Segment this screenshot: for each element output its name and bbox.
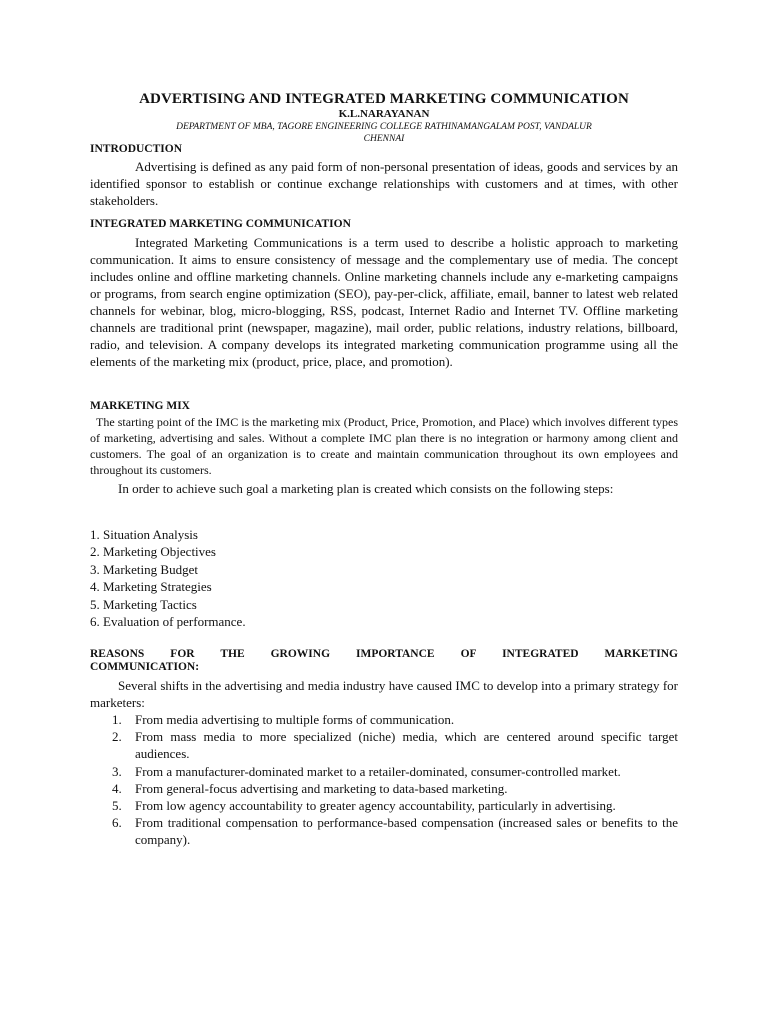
department-affiliation (0, 121, 768, 145)
list-item (90, 814, 678, 848)
list-item-number: 1. (112, 712, 122, 727)
list-item (90, 728, 678, 762)
list-item-number: 5. (112, 798, 122, 814)
reasons-list (90, 711, 678, 849)
marketing-mix-heading: MARKETING MIX (90, 400, 190, 412)
list-item-text: From a manufacturer-dominated market to a retailer-dominated, consumer-controlled market. (135, 763, 621, 779)
introduction-paragraph: Advertising is defined as any paid form of non-personal presentation of ideas, goods and services by an identified sponsor to establish or continue exchange relationships with customers and at times, with other stakeholders. (90, 159, 678, 208)
list-item: 3. Marketing Budget (90, 561, 198, 577)
marketing-steps-list (90, 526, 246, 630)
marketing-plan-paragraph: In order to achieve such goal a marketing plan is created which consists on the following steps: (118, 481, 614, 496)
document-title: ADVERTISING AND INTEGRATED MARKETING COMMUNICATION (139, 91, 629, 107)
list-item-number: 6. (112, 815, 122, 831)
list-item-number: 2. (112, 729, 122, 745)
list-item: 1. Situation Analysis (90, 527, 198, 542)
reasons-intro-paragraph: Several shifts in the advertising and media industry have caused IMC to develop into a primary strategy for marketers: (90, 678, 678, 710)
list-item-text: From traditional compensation to performance-based compensation (increased sales or benefits to the company). (135, 815, 678, 848)
list-item (90, 797, 678, 814)
list-item (90, 780, 678, 797)
list-item: 2. Marketing Objectives (90, 544, 216, 560)
department-line-1: DEPARTMENT OF MBA, TAGORE ENGINEERING COLLEGE RATHINAMANGALAM POST, VANDALUR (176, 122, 592, 132)
department-line-2: CHENNAI (363, 134, 405, 144)
list-item-text: From mass media to more specialized (niche) media, which are centered around specific target audiences. (135, 729, 678, 762)
list-item: 6. Evaluation of performance. (90, 614, 246, 630)
imc-paragraph: Integrated Marketing Communications is a term used to describe a holistic approach to marketing communication. It aims to ensure consistency of message and the complementary use of media. The concept includes online and offline marketing channels. Online marketing channels include any e-marketing campaigns or programs, from search engine optimization (SEO), pay-per-click, affiliate, email, banner to latest web related channels for webinar, blog, micro-blogging, RSS, podcast, Internet Radio and Internet TV. Offline marketing channels are traditional print (newspaper, magazine), mail order, public relations, industry relations, billboard, radio, and television. A company develops its integrated marketing communication programme using all the elements of the marketing mix (product, price, place, and promotion). (90, 235, 678, 369)
list-item-number: 4. (112, 780, 122, 796)
list-item-number: 3. (112, 763, 122, 779)
reasons-heading-line-1: REASONS FOR THE GROWING IMPORTANCE OF INTEGRATED MARKETING (90, 648, 678, 660)
list-item-text: From media advertising to multiple forms of communication. (135, 712, 455, 727)
list-item-text: From general-focus advertising and marketing to data-based marketing. (135, 780, 508, 796)
introduction-heading: INTRODUCTION (90, 143, 183, 155)
list-item-text: From low agency accountability to greater agency accountability, particularly in advertising. (135, 798, 616, 814)
imc-heading: INTEGRATED MARKETING COMMUNICATION (90, 218, 351, 230)
reasons-heading-line-2: COMMUNICATION: (90, 661, 200, 673)
list-item: 5. Marketing Tactics (90, 596, 197, 612)
marketing-mix-paragraph: The starting point of the IMC is the marketing mix (Product, Price, Promotion, and Place) which involves different types of marketing, advertising and sales. Without a complete IMC plan there is no integration or harmony among client and customers. The goal of an organization is to create and maintain communication throughout its own employees and throughout its customers. (90, 415, 678, 477)
list-item (90, 711, 678, 728)
author-name: K.L.NARAYANAN (338, 108, 430, 120)
list-item (90, 763, 678, 780)
list-item: 4. Marketing Strategies (90, 579, 212, 595)
